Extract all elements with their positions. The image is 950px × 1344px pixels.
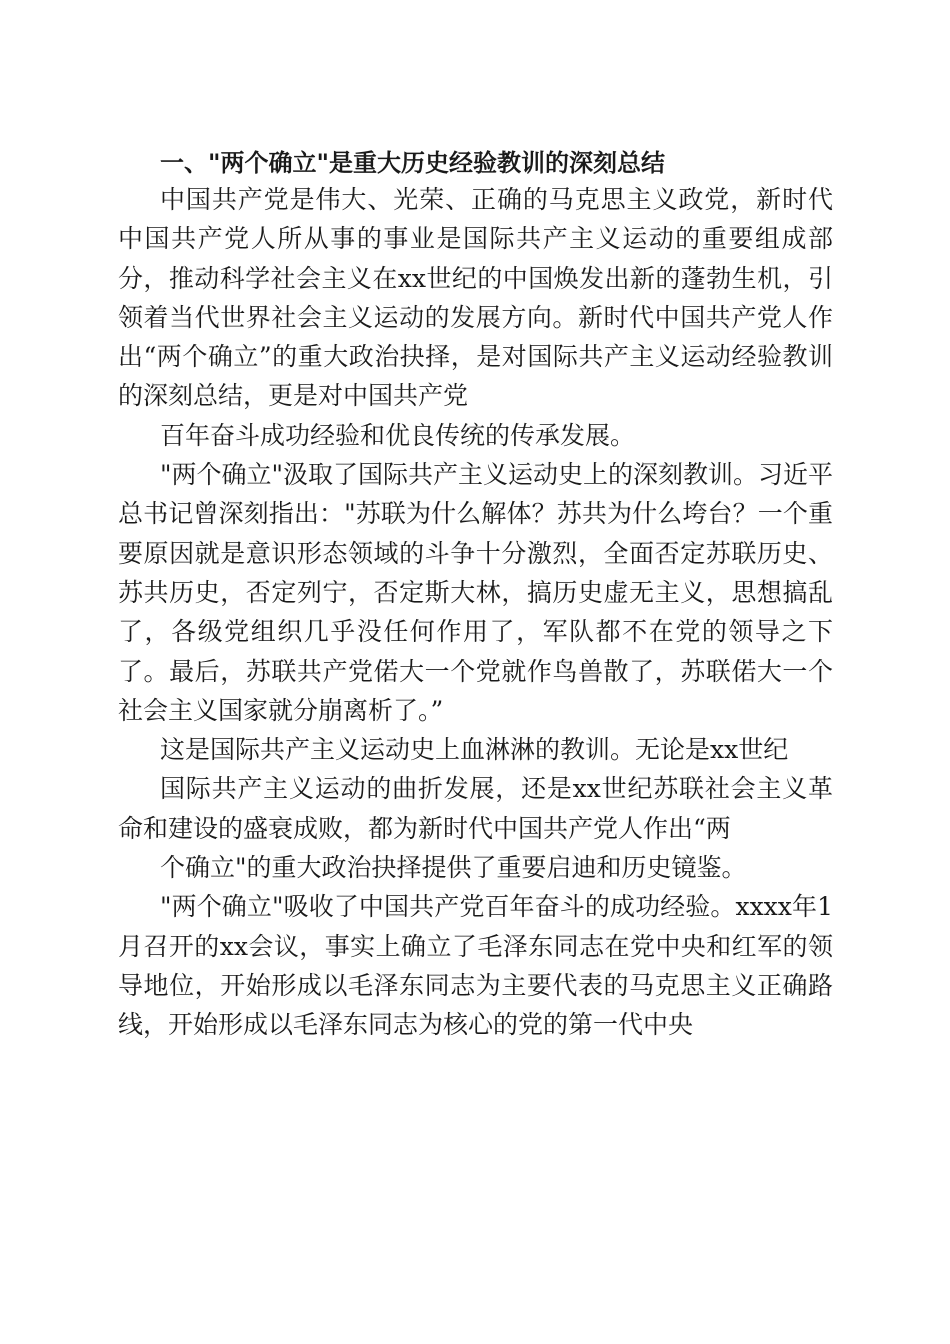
document-body bbox=[118, 158, 833, 1045]
paragraph: 这是国际共产主义运动史上血淋淋的教训。无论是xx世纪 bbox=[160, 735, 789, 765]
paragraph: 个确立"的重大政治抉择提供了重要启迪和历史镜鉴。 bbox=[160, 853, 747, 883]
paragraph: 百年奋斗成功经验和优良传统的传承发展。 bbox=[160, 420, 636, 450]
paragraph: "两个确立"吸收了中国共产党百年奋斗的成功经验。xxxx年1月召开的xx会议，事实上确立了毛泽东同志在党中央和红军的领导地位，开始形成以毛泽东同志为主要代表的马克思主义正确路线，开始形成以毛泽东同志为核心的党的第一代中央 bbox=[118, 892, 833, 1040]
section-heading: 一、"两个确立"是重大历史经验教训的深刻总结 bbox=[160, 149, 666, 177]
paragraph: "两个确立"汲取了国际共产主义运动史上的深刻教训。习近平总书记曾深刻指出："苏联为什么解体？苏共为什么垮台？一个重要原因就是意识形态领域的斗争十分激烈，全面否定苏联历史、苏共历史，否定列宁，否定斯大林，搞历史虚无主义，思想搞乱了，各级党组织几乎没任何作用了，军队都不在党的领导之下了。最后，苏联共产党偌大一个党就作鸟兽散了，苏联偌大一个社会主义国家就分崩离析了。” bbox=[118, 460, 834, 725]
paragraph: 中国共产党是伟大、光荣、正确的马克思主义政党，新时代中国共产党人所从事的事业是国际共产主义运动的重要组成部分，推动科学社会主义在xx世纪的中国焕发出新的蓬勃生机，引领着当代世界社会主义运动的发展方向。新时代中国共产党人作出“两个确立”的重大政治抉择，是对国际共产主义运动经验教训的深刻总结，更是对中国共产党 bbox=[118, 185, 833, 411]
paragraph: 国际共产主义运动的曲折发展，还是xx世纪苏联社会主义革命和建设的盛衰成败，都为新时代中国共产党人作出“两 bbox=[118, 774, 833, 843]
